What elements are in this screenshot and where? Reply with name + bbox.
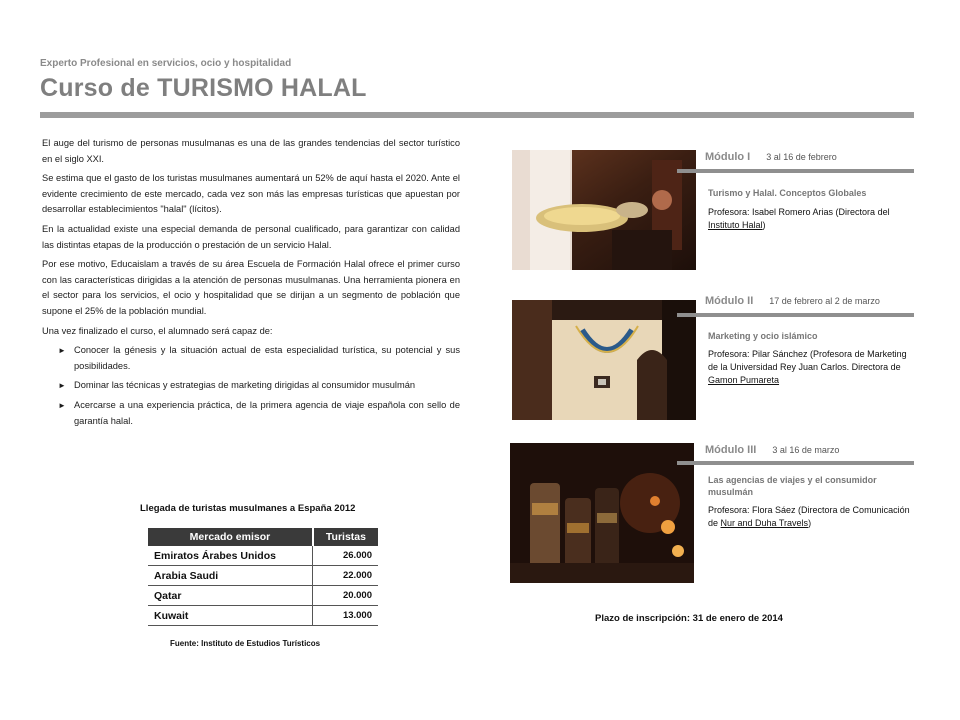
table-row xyxy=(148,606,378,626)
market-cell: Kuwait xyxy=(148,606,313,626)
intro-paragraph: Se estima que el gasto de los turistas musulmanes aumentará un 52% de aquí hasta el 2020. Ante el evidente crecimiento de este mercado, cada vez son más las empresas turísticas que apuestan por desarrollar establecimientos "halal" (lícitos). xyxy=(42,173,460,215)
institution-link[interactable]: Instituto Halal xyxy=(708,220,763,230)
list-item: ► Dominar las técnicas y estrategias de marketing dirigidas al consumidor musulmán xyxy=(42,378,460,394)
intro-paragraph: En la actualidad existe una especial demanda de personal cualificado, para garantizar con calidad las distintas etapas de la producción o prestación de un servicio Halal. xyxy=(42,223,460,250)
market-cell: Qatar xyxy=(148,586,313,606)
tourists-cell: 20.000 xyxy=(313,586,378,606)
bullet-arrow-icon: ► xyxy=(58,400,66,410)
module-2-divider xyxy=(677,313,914,317)
company-link[interactable]: Gamon Pumareta xyxy=(708,375,780,385)
module-3-topic: Las agencias de viajes y el consumidor musulmán xyxy=(708,475,877,497)
module-dates: 3 al 16 de marzo xyxy=(772,445,840,455)
market-cell: Arabia Saudi xyxy=(148,566,313,586)
module-1-photo xyxy=(512,150,696,270)
module-2-photo xyxy=(512,300,696,420)
registration-deadline: Plazo de inscripción: 31 de enero de 2014 xyxy=(595,613,783,624)
module-3-professor: Profesora: Flora Sáez (Directora de Comunicación de Nur and Duha Travels) xyxy=(708,505,910,528)
course-subtitle: Experto Profesional en servicios, ocio y hospitalidad xyxy=(40,58,292,69)
tourists-cell: 22.000 xyxy=(313,566,378,586)
module-dates: 3 al 16 de febrero xyxy=(766,152,837,162)
module-dates: 17 de febrero al 2 de marzo xyxy=(769,296,880,306)
module-name: Módulo II xyxy=(705,295,754,307)
column-header-market: Mercado emisor xyxy=(148,528,313,546)
module-2-topic: Marketing y ocio islámico xyxy=(708,331,818,341)
module-1-topic: Turismo y Halal. Conceptos Globales xyxy=(708,188,867,198)
table-source: Fuente: Instituto de Estudios Turísticos xyxy=(170,639,321,648)
intro-paragraph: Una vez finalizado el curso, el alumnado será capaz de: xyxy=(42,325,273,336)
module-name: Módulo III xyxy=(705,444,757,456)
table-title: Llegada de turistas musulmanes a España 2012 xyxy=(140,503,356,514)
market-cell: Emiratos Árabes Unidos xyxy=(148,546,313,566)
module-3-photo xyxy=(510,443,694,583)
bullet-arrow-icon: ► xyxy=(58,346,66,356)
arrivals-table xyxy=(148,528,378,626)
list-item: ► Acercarse a una experiencia práctica, de la primera agencia de viaje española con sello de garantía halal. xyxy=(58,399,460,426)
module-1-divider xyxy=(677,169,914,173)
module-2-heading xyxy=(705,295,880,307)
page-title: Curso de TURISMO HALAL xyxy=(40,74,367,102)
module-3-heading xyxy=(705,444,839,456)
intro-text xyxy=(42,136,460,433)
bullet-arrow-icon: ► xyxy=(58,381,66,391)
objectives-list xyxy=(42,343,460,429)
list-item: ► Conocer la génesis y la situación actual de esta especialidad turística, su potencial y sus posibilidades. xyxy=(58,345,460,371)
table-header-row xyxy=(148,528,378,546)
table-row xyxy=(148,566,378,586)
intro-paragraph: El auge del turismo de personas musulmanas es una de las grandes tendencias del sector turístico en el siglo XXI. xyxy=(42,138,460,164)
tourists-cell: 26.000 xyxy=(313,546,378,566)
table-row xyxy=(148,546,378,566)
title-divider xyxy=(40,112,914,118)
agency-link[interactable]: Nur and Duha Travels xyxy=(720,518,809,528)
tourists-cell: 13.000 xyxy=(313,606,378,626)
column-header-tourists: Turistas xyxy=(313,528,378,546)
module-1-professor: Profesora: Isabel Romero Arias (Directora del Instituto Halal) xyxy=(708,207,890,230)
intro-paragraph: Por ese motivo, Educaislam a través de su área Escuela de Formación Halal ofrece el primer curso con las características dirigidas a la atención de personas musulmanas. Una herramienta pionera en el sector para los servicios, el ocio y hospitalidad que se dirijan a un segmento de población que supone el 25% de la población mundial. xyxy=(42,259,460,316)
table-row xyxy=(148,586,378,606)
module-1-heading xyxy=(705,151,837,163)
module-3-divider xyxy=(677,461,914,465)
module-2-professor: Profesora: Pilar Sánchez (Profesora de Marketing de la Universidad Rey Juan Carlos. Directora de Gamon Pumareta xyxy=(708,349,907,385)
module-name: Módulo I xyxy=(705,151,751,163)
